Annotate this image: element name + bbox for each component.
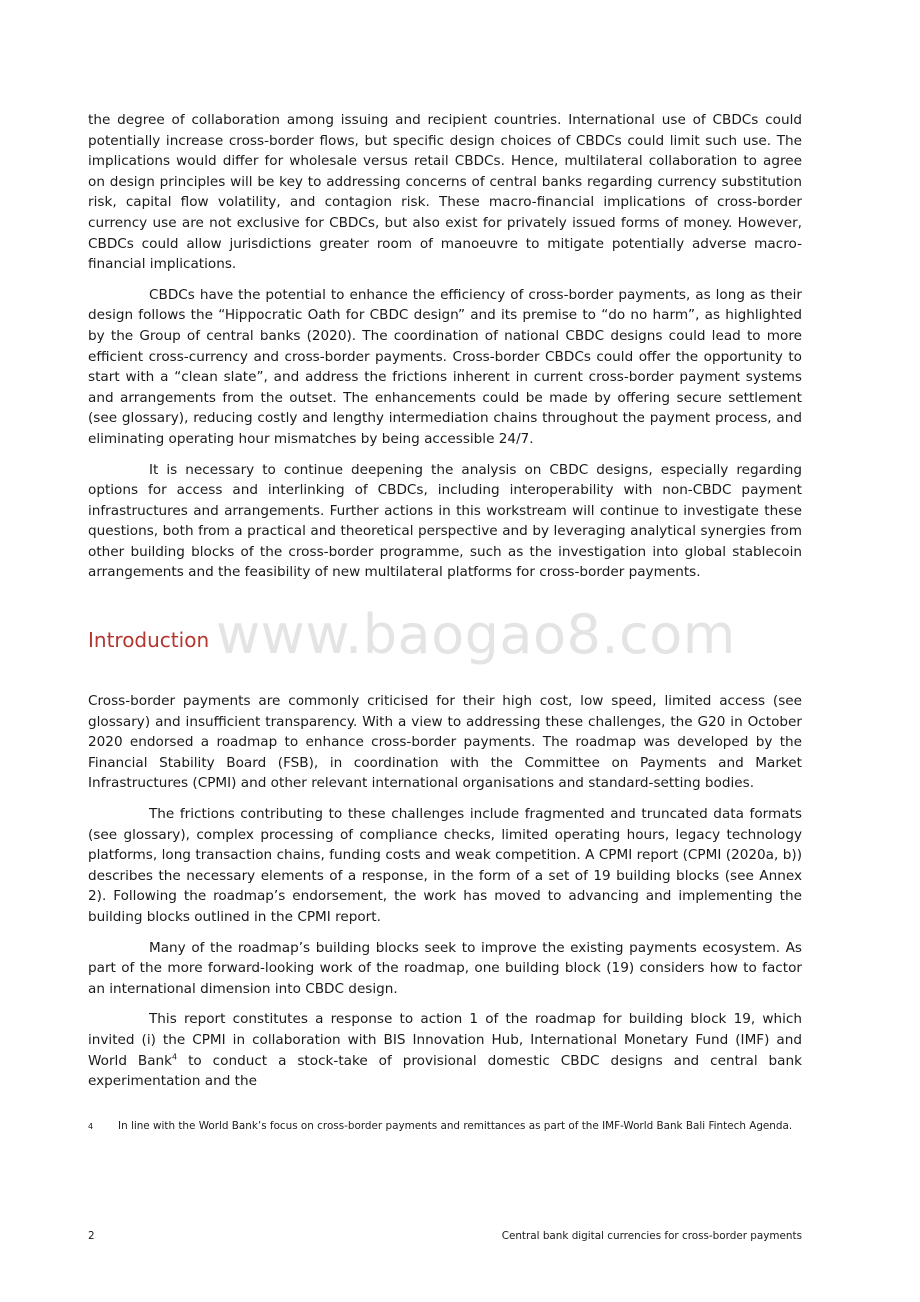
footnote-number: 4 (88, 1122, 94, 1131)
paragraph-text: This report constitutes a response to action 1 of the roadmap for building block 19, which invited (i) the CPMI in collaboration with BIS Innovation Hub, International Monetary Fund (IMF) and World Bank (88, 1011, 802, 1069)
paragraph: The frictions contributing to these challenges include fragmented and truncated data formats (see glossary), complex processing of compliance checks, limited operating hours, legacy technology platforms, long transaction chains, funding costs and weak competition. A CPMI report (CPMI (2020a, b)) describes the necessary elements of a response, in the form of a set of 19 building blocks (see Annex 2). Following the roadmap’s endorsement, the work has moved to advancing and implementing the building blocks outlined in the CPMI report. (88, 806, 802, 925)
paragraph: Cross-border payments are commonly criticised for their high cost, low speed, limited access (see glossary) and insufficient transparency. With a view to addressing these challenges, the G20 in October 2020 endorsed a roadmap to enhance cross-border payments. The roadmap was developed by the Financial Stability Board (FSB), in coordination with the Committee on Payments and Market Infrastructures (CPMI) and other relevant international organisations and standard-setting bodies. (88, 693, 802, 792)
section-heading: Introduction (88, 628, 210, 653)
paragraph: CBDCs have the potential to enhance the efficiency of cross-border payments, as long as their design follows the “Hippocratic Oath for CBDC design” and its premise to “do no harm”, as highlighted by the Group of central banks (2020). The coordination of national CBDC designs could lead to more efficient cross-currency and cross-border payments. Cross-border CBDCs could offer the opportunity to start with a “clean slate”, and address the frictions inherent in current cross-border payment systems and arrangements from the outset. The enhancements could be made by offering secure settlement (see glossary), reducing costly and lengthy intermediation chains throughout the payment process, and eliminating operating hour mismatches by being accessible 24/7. (88, 286, 802, 447)
paragraph (88, 1009, 802, 1091)
footnote (88, 1118, 802, 1135)
footnote-reference[interactable]: 4 (172, 1052, 178, 1062)
running-title: Central bank digital currencies for cross-border payments (501, 1230, 802, 1242)
page-body (88, 110, 802, 1102)
section-heading-row (88, 603, 802, 679)
footnote-text: In line with the World Bank’s focus on cross-border payments and remittances as part of the IMF-World Bank Bali Fintech Agenda. (118, 1120, 793, 1132)
paragraph: the degree of collaboration among issuing and recipient countries. International use of CBDCs could potentially increase cross-border flows, but specific design choices of CBDCs could limit such use. The implications would differ for wholesale versus retail CBDCs. Hence, multilateral collaboration to agree on design principles will be key to addressing concerns of central banks regarding currency substitution risk, capital flow volatility, and contagion risk. These macro-financial implications of cross-border currency use are not exclusive for CBDCs, but also exist for privately issued forms of money. However, CBDCs could allow jurisdictions greater room of manoeuvre to mitigate potentially adverse macro-financial implications. (88, 112, 802, 273)
paragraph: Many of the roadmap’s building blocks seek to improve the existing payments ecosystem. As part of the more forward-looking work of the roadmap, one building block (19) considers how to factor an international dimension into CBDC design. (88, 939, 802, 997)
page-number: 2 (88, 1230, 95, 1242)
paragraph-text: to conduct a stock-take of provisional domestic CBDC designs and central bank experimentation and the (88, 1052, 802, 1090)
watermark: www.baogao8.com (216, 603, 736, 667)
paragraph: It is necessary to continue deepening the analysis on CBDC designs, especially regarding options for access and interlinking of CBDCs, including interoperability with non-CBDC payment infrastructures and arrangements. Further actions in this workstream will continue to investigate these questions, both from a practical and theoretical perspective and by leveraging analytical synergies from other building blocks of the cross-border programme, such as the investigation into global stablecoin arrangements and the feasibility of new multilateral platforms for cross-border payments. (88, 461, 802, 581)
